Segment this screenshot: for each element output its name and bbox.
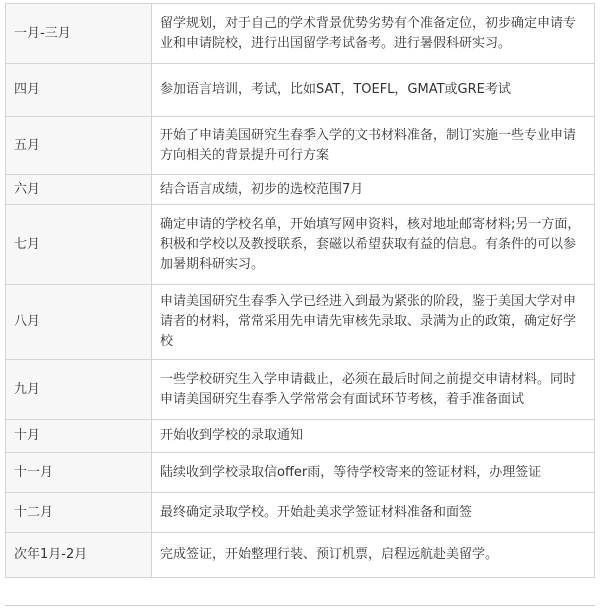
month-cell: 十二月 — [6, 493, 152, 533]
table-row — [6, 360, 595, 420]
month-cell: 四月 — [6, 64, 152, 117]
table-row — [6, 493, 595, 533]
description-cell: 最终确定录取学校。开始赴美求学签证材料准备和面签 — [152, 493, 595, 533]
month-cell: 五月 — [6, 117, 152, 175]
description-cell: 陆续收到学校录取信offer雨，等待学校寄来的签证材料，办理签证 — [152, 453, 595, 493]
month-cell: 一月-三月 — [6, 4, 152, 64]
month-cell: 七月 — [6, 205, 152, 285]
study-abroad-schedule-table — [5, 3, 595, 578]
description-cell: 结合语言成绩，初步的选校范围7月 — [152, 175, 595, 205]
description-cell: 一些学校研究生入学申请截止，必须在最后时间之前提交申请材料。同时申请美国研究生春季入学常常会有面试环节考核，着手准备面试 — [152, 360, 595, 420]
table-row — [6, 205, 595, 285]
description-cell: 留学规划，对于自己的学术背景优势劣势有个准备定位，初步确定申请专业和申请院校，进行出国留学考试备考。进行暑假科研实习。 — [152, 4, 595, 64]
description-cell: 申请美国研究生春季入学已经进入到最为紧张的阶段，鉴于美国大学对申请者的材料，常常采用先申请先审核先录取、录满为止的政策，确定好学校 — [152, 285, 595, 360]
month-cell: 次年1月-2月 — [6, 533, 152, 578]
month-cell: 十一月 — [6, 453, 152, 493]
table-row — [6, 453, 595, 493]
month-cell: 八月 — [6, 285, 152, 360]
month-cell: 九月 — [6, 360, 152, 420]
bottom-divider — [5, 605, 595, 606]
description-cell: 确定申请的学校名单，开始填写网申资料，核对地址邮寄材料;另一方面，积极和学校以及教授联系，套磁以希望获取有益的信息。有条件的可以参加暑期科研实习。 — [152, 205, 595, 285]
description-cell: 开始收到学校的录取通知 — [152, 420, 595, 453]
description-cell: 开始了申请美国研究生春季入学的文书材料准备，制订实施一些专业申请方向相关的背景提升可行方案 — [152, 117, 595, 175]
description-cell: 完成签证，开始整理行装、预订机票，启程远航赴美留学。 — [152, 533, 595, 578]
month-cell: 六月 — [6, 175, 152, 205]
table-row — [6, 175, 595, 205]
table-row — [6, 420, 595, 453]
schedule-table-body — [6, 4, 595, 578]
table-row — [6, 4, 595, 64]
description-cell: 参加语言培训，考试，比如SAT，TOEFL，GMAT或GRE考试 — [152, 64, 595, 117]
month-cell: 十月 — [6, 420, 152, 453]
table-row — [6, 117, 595, 175]
table-row — [6, 285, 595, 360]
table-row — [6, 64, 595, 117]
table-row — [6, 533, 595, 578]
